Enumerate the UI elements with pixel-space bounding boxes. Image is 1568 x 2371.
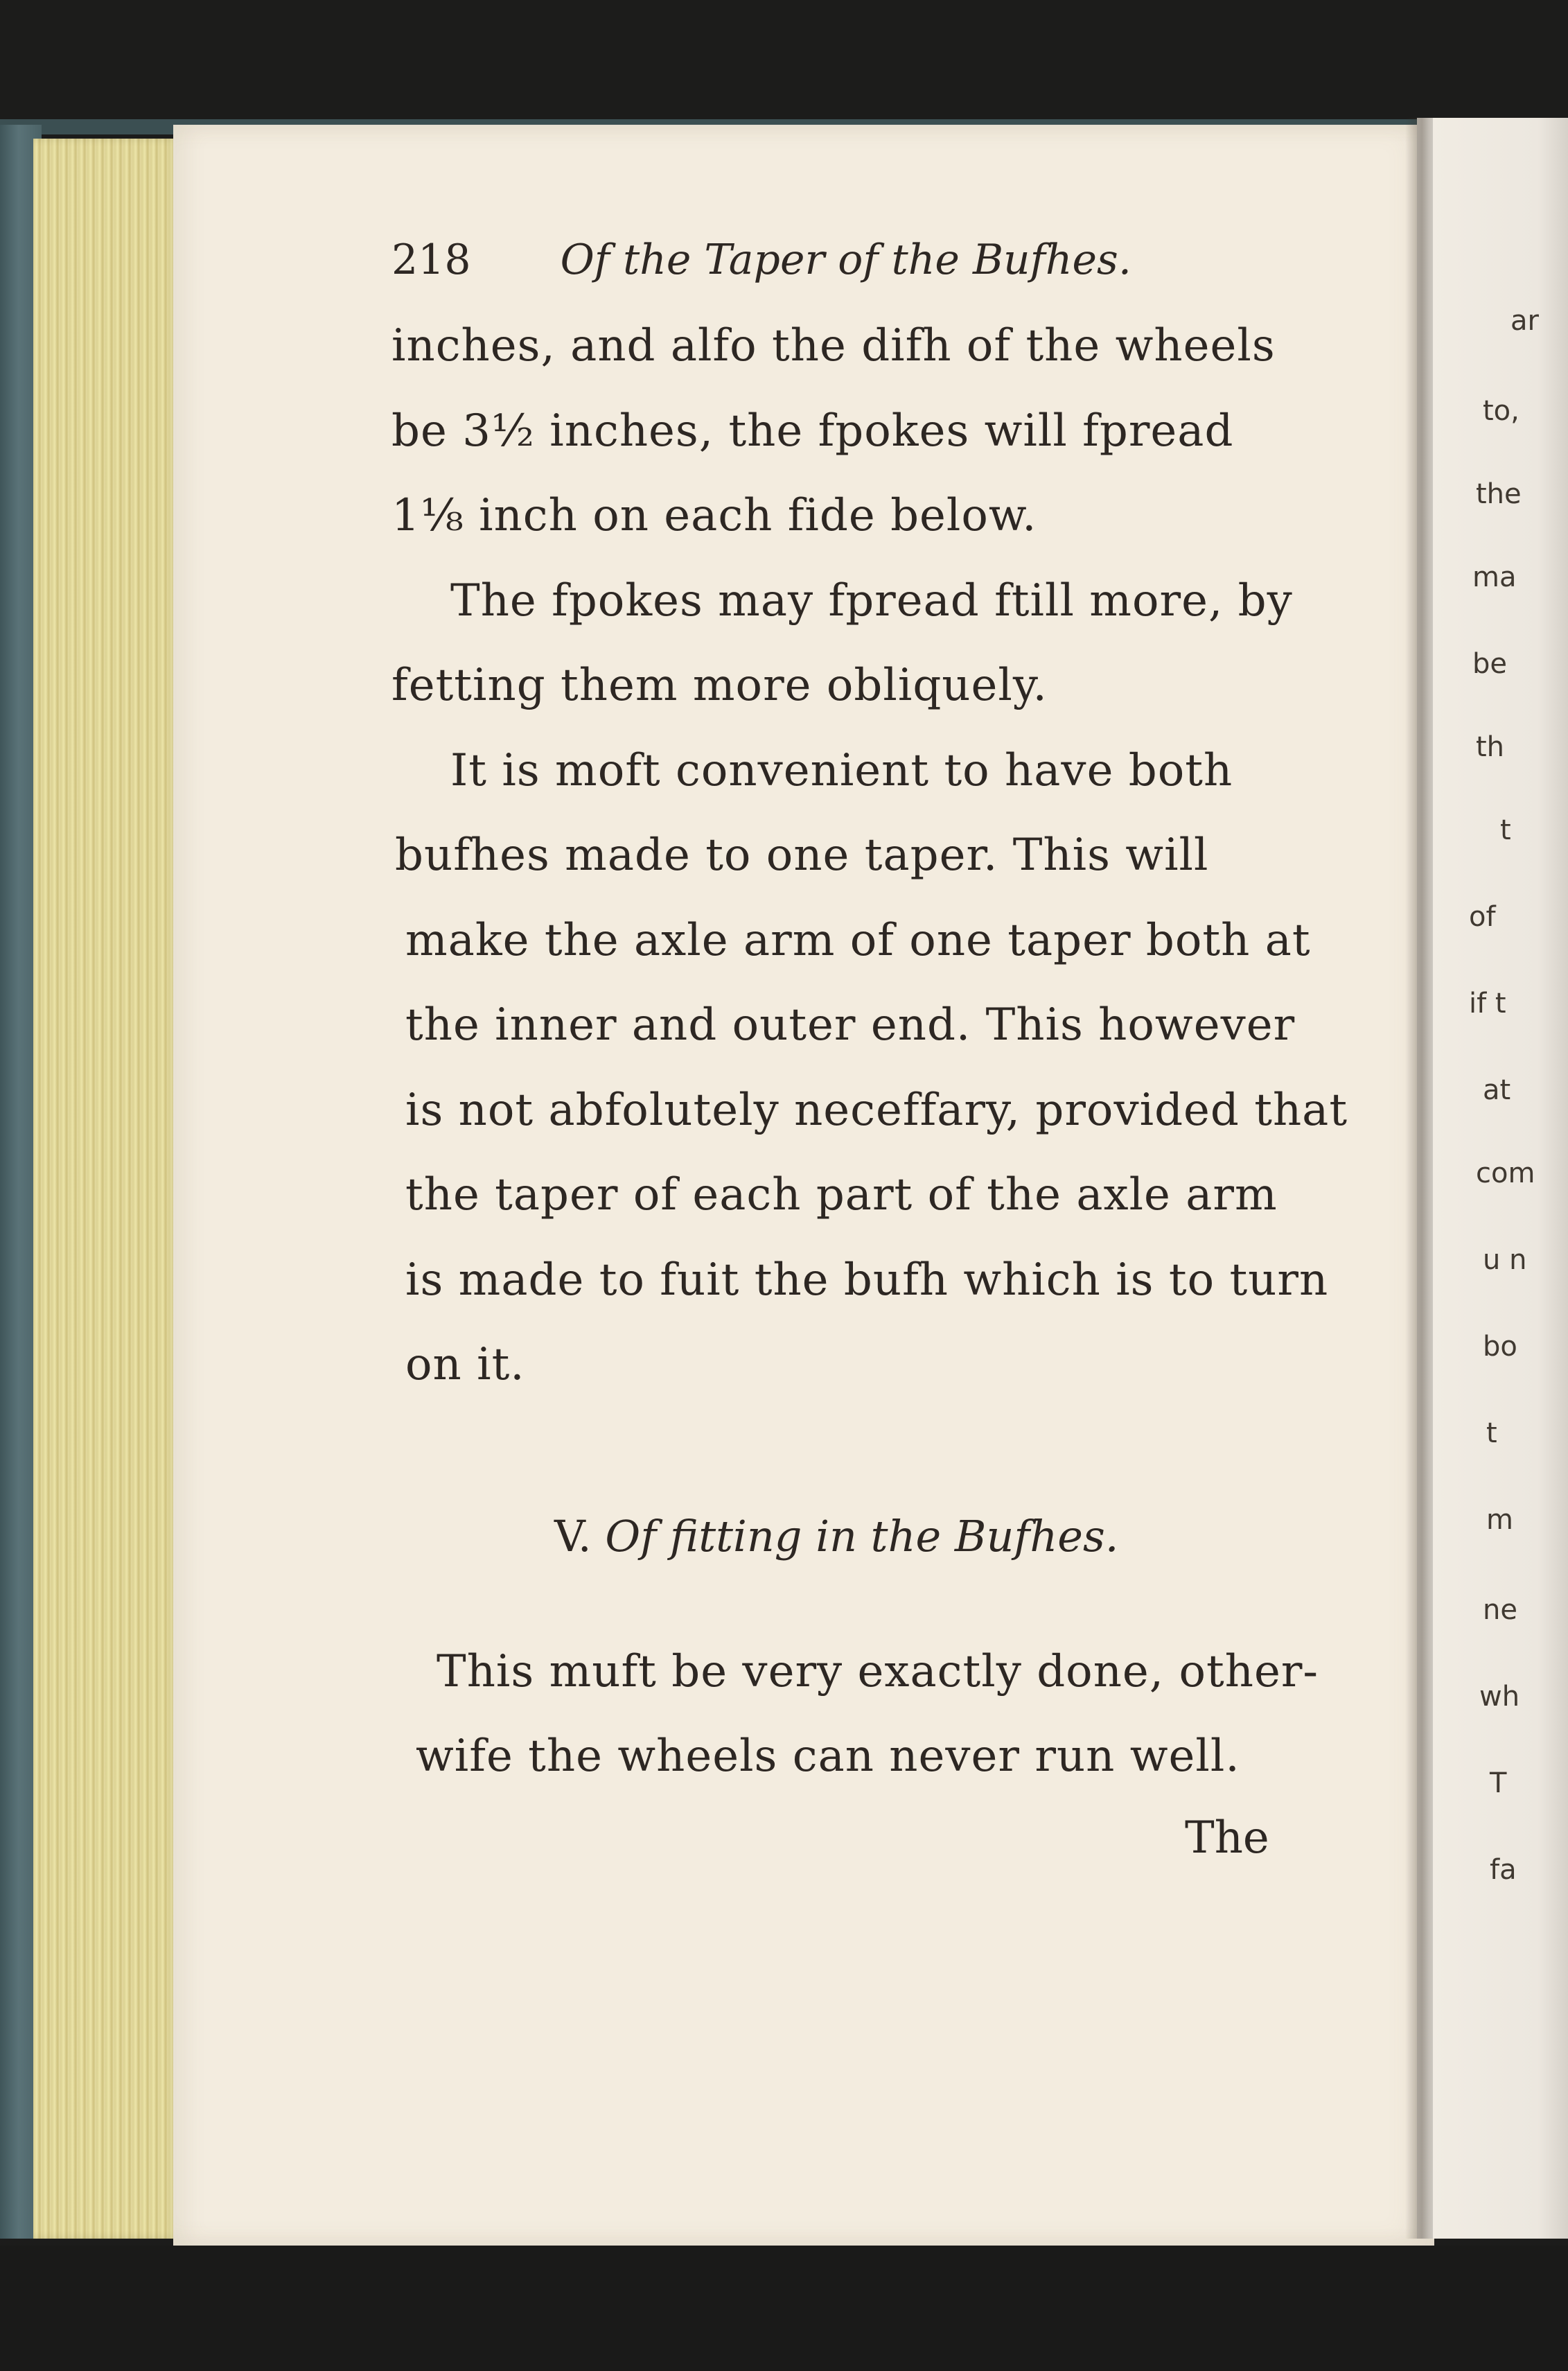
- facing-fragment: fa: [1490, 1854, 1517, 1886]
- facing-fragment: of: [1469, 901, 1496, 933]
- facing-fragment: wh: [1479, 1681, 1520, 1713]
- body-line: inches, and alfo the difh of the wheels: [391, 320, 1276, 371]
- body-line: The fpokes may fpread ftill more, by: [450, 575, 1293, 627]
- body-line: is made to fuit the bufh which is to turn: [405, 1254, 1329, 1306]
- body-line: the inner and outer end. This however: [405, 999, 1296, 1051]
- facing-fragment: com: [1476, 1157, 1535, 1189]
- facing-fragment: the: [1476, 478, 1522, 510]
- facing-fragment: ne: [1483, 1594, 1517, 1626]
- facing-fragment: th: [1476, 731, 1505, 763]
- body-line: on it.: [405, 1339, 525, 1390]
- body-line: fetting them more obliquely.: [391, 660, 1048, 711]
- body-line: bufhes made to one taper. This will: [395, 830, 1209, 881]
- catchword: The: [1185, 1812, 1269, 1864]
- background-bottom: [0, 2246, 1568, 2371]
- facing-fragment: t: [1486, 1417, 1497, 1449]
- facing-fragment: to,: [1483, 395, 1519, 427]
- body-line: make the axle arm of one taper both at: [405, 915, 1311, 966]
- section-number: V.: [554, 1511, 592, 1561]
- section-heading: [554, 1511, 1119, 1561]
- body-line: It is moft convenient to have both: [450, 745, 1233, 796]
- body-line: This muft be very exactly done, other-: [437, 1646, 1319, 1697]
- body-line: be 3½ inches, the fpokes will fpread: [391, 405, 1234, 457]
- facing-fragment: if t: [1469, 988, 1506, 1020]
- gutter-shadow: [1405, 118, 1433, 2239]
- facing-fragment: ma: [1472, 561, 1517, 593]
- facing-fragment: t: [1500, 814, 1511, 846]
- body-line: the taper of each part of the axle arm: [405, 1169, 1278, 1221]
- facing-fragment: at: [1483, 1074, 1511, 1106]
- facing-fragment: ar: [1510, 305, 1539, 337]
- running-head: [391, 236, 1131, 284]
- body-line: wife the wheels can never run well.: [416, 1731, 1240, 1782]
- facing-fragment: m: [1486, 1504, 1513, 1536]
- body-line: is not abfolutely neceffary, provided that: [405, 1085, 1348, 1136]
- page-number: 218: [391, 236, 471, 284]
- facing-fragment: T: [1490, 1767, 1507, 1799]
- facing-fragment: u n: [1483, 1244, 1527, 1276]
- facing-fragment: be: [1472, 648, 1507, 680]
- body-line: 1⅛ inch on each fide below.: [391, 490, 1037, 541]
- section-title: Of fitting in the Bufhes.: [605, 1511, 1119, 1561]
- facing-fragment: bo: [1483, 1331, 1517, 1363]
- running-title: Of the Taper of the Bufhes.: [560, 236, 1131, 284]
- page-edges: [33, 139, 179, 2239]
